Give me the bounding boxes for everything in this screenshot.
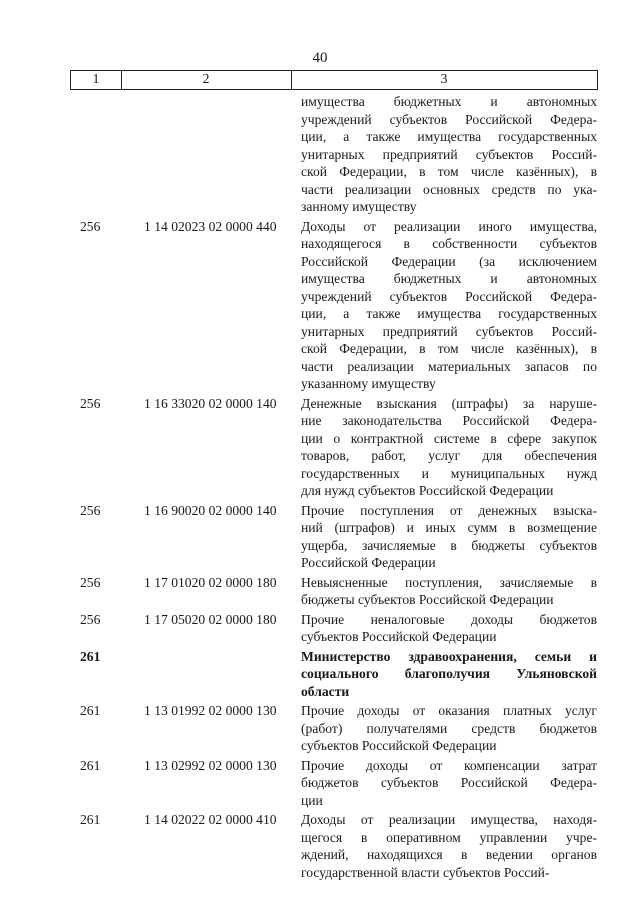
description-line: унитарных предприятий субъектов Россий- [301, 323, 597, 339]
table-header [70, 70, 598, 90]
description-line: для нужд субъектов Российской Федерации [301, 483, 554, 498]
description-line: товаров, работ, услуг для обеспечения [301, 448, 597, 463]
description-line: имущества бюджетных и автономных [301, 271, 597, 286]
description-line: Доходы от реализации имущества, находя- [301, 812, 597, 827]
table-row [0, 218, 640, 393]
row-admin-code: 256 [80, 502, 101, 518]
description-line: ущерба, зачисляемые в бюджеты субъектов [301, 537, 597, 553]
page-number: 40 [312, 50, 328, 66]
row-budget-code: 1 17 05020 02 0000 180 [144, 611, 277, 627]
description-line: ской Федерации, в том числе казённых), в [301, 341, 597, 356]
description-line: ции, а также имущества государственных [301, 129, 597, 144]
row-description [301, 574, 597, 609]
row-description [301, 757, 597, 810]
row-budget-code: 1 13 01992 02 0000 130 [144, 703, 277, 718]
header-col-1: 1 [71, 71, 122, 89]
table-row [0, 648, 640, 701]
description-line: бюджетов субъектов Российской Федера- [301, 775, 597, 790]
description-line: Прочие поступления от денежных взыска- [301, 502, 597, 518]
description-line: ции о контрактной системе в сфере закупок [301, 430, 597, 446]
description-line: ний (штрафов) и иных сумм в возмещение [301, 520, 597, 535]
table-row [0, 502, 640, 572]
table-body [0, 93, 640, 881]
row-admin-code: 256 [80, 611, 101, 627]
table-row [0, 574, 640, 609]
description-line: части реализации основных средств по ука- [301, 181, 597, 197]
description-line: Прочие доходы от оказания платных услуг [301, 703, 597, 718]
description-line: Прочие доходы от компенсации затрат [301, 757, 597, 773]
row-admin-code: 261 [80, 703, 101, 718]
row-budget-code: 1 14 02023 02 0000 440 [144, 218, 277, 234]
description-line: Денежные взыскания (штрафы) за наруше- [301, 395, 597, 411]
description-line: щегося в оперативном управлении учре- [301, 829, 597, 845]
description-line: области [301, 683, 350, 699]
row-admin-code: 256 [80, 395, 101, 411]
description-line: субъектов Российской Федерации [301, 629, 497, 644]
table-row [0, 702, 640, 755]
row-description [301, 395, 597, 500]
description-line: занному имуществу [301, 199, 417, 214]
table-row [0, 811, 640, 881]
header-col-3: 3 [440, 72, 448, 87]
description-line: Российской Федерации [301, 555, 436, 570]
description-line: Невыясненные поступления, зачисляемые в [301, 574, 597, 590]
row-admin-code: 261 [80, 812, 101, 827]
description-line: указанному имуществу [301, 376, 436, 391]
row-admin-code: 261 [80, 648, 101, 664]
row-budget-code: 1 13 02992 02 0000 130 [144, 757, 277, 773]
row-admin-code: 261 [80, 757, 101, 773]
description-line: ждений, находящихся в ведении органов [301, 847, 597, 862]
row-description [301, 611, 597, 646]
table-row [0, 757, 640, 810]
description-line: (работ) получателями средств бюджетов [301, 720, 597, 736]
description-line: учреждений субъектов Российской Федера- [301, 111, 597, 127]
table-row [0, 611, 640, 646]
description-line: Доходы от реализации иного имущества, [301, 218, 597, 234]
row-budget-code: 1 17 01020 02 0000 180 [144, 574, 277, 590]
description-line: государственных и муниципальных нужд [301, 465, 597, 481]
description-line: имущества бюджетных и автономных [301, 94, 597, 109]
description-line: Российской Федерации (за исключением [301, 253, 597, 269]
description-line: ской Федерации, в том числе казённых), в [301, 164, 597, 179]
header-col-2: 2 [121, 71, 292, 89]
row-description [301, 502, 597, 572]
description-line: учреждений субъектов Российской Федера- [301, 288, 597, 304]
description-line: Прочие неналоговые доходы бюджетов [301, 611, 597, 627]
row-budget-code: 1 16 90020 02 0000 140 [144, 502, 277, 518]
description-line: находящегося в собственности субъектов [301, 236, 597, 251]
description-line: ние законодательства Российской Федера- [301, 413, 597, 428]
table-row [0, 395, 640, 500]
row-description [301, 702, 597, 755]
description-line: субъектов Российской Федерации [301, 738, 497, 753]
description-line: унитарных предприятий субъектов Россий- [301, 146, 597, 162]
description-line: ции, а также имущества государственных [301, 306, 597, 321]
description-line: государственной власти субъектов Россий- [301, 864, 550, 880]
table-row [0, 93, 640, 216]
description-line: части реализации материальных запасов по [301, 358, 597, 374]
row-budget-code: 1 16 33020 02 0000 140 [144, 395, 277, 411]
description-line: социального благополучия Ульяновской [301, 666, 597, 681]
description-line: Министерство здравоохранения, семьи и [301, 648, 597, 664]
row-admin-code: 256 [80, 218, 101, 234]
description-line: ции [301, 792, 323, 808]
row-budget-code: 1 14 02022 02 0000 410 [144, 812, 277, 827]
row-description [301, 811, 597, 881]
description-line: бюджеты субъектов Российской Федерации [301, 592, 554, 607]
row-description [301, 648, 597, 701]
row-admin-code: 256 [80, 574, 101, 590]
row-description [301, 93, 597, 216]
row-description [301, 218, 597, 393]
